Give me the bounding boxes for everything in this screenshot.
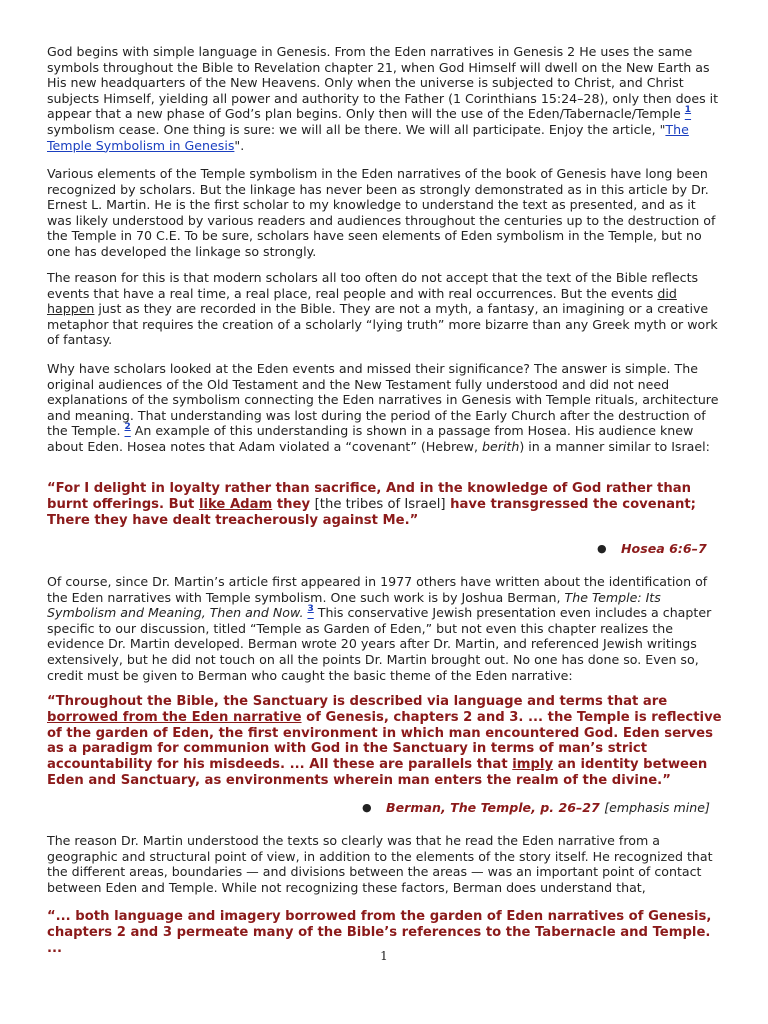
paragraph-intro: God begins with simple language in Genesis. From the Eden narratives in Genesis 2 He uses the same symbols throughout the Bible to Revelation chapter 21, when God Himself will dwell on the New Earth as His new headquarters of the New Heavens. Only when the universe is subjected to Christ, and Christ subjects Himself, yielding all power and authority to the Father (1 Corinthians 15:24–28), only then does it appear that a new phase of God’s plan begins. Only then will the use of the Eden/Tabernacle/Temple $^1$ symbolism cease. One thing is sure: we will all be there. We will all participate. Enjoy the article, "The Temple Symbolism in Genesis". (47, 44, 719, 153)
quote-berman-2: “... both language and imagery borrowed from the garden of Eden narratives of Genesis, chapters 2 and 3 permeate many of the Bible’s references to the Tabernacle and Temple. ... (47, 909, 712, 956)
emphasis-did-happen: did happen (47, 285, 677, 317)
quote-hosea: “For I delight in loyalty rather than sacrifice, And in the knowledge of God rather than burnt offerings. But like Adam they [the tribes of Israel] have transgressed the covenant; There they have dealt treacherously against Me.” (47, 481, 696, 528)
citation-hosea (0, 541, 768, 557)
paragraph-martin-geography: The reason Dr. Martin understood the texts so clearly was that he read the Eden narrative from a geographic and structural point of view, in addition to the elements of the story itself. He recognized that the different areas, boundaries — and divisions between the areas — was an important point of contact between Eden and Temple. While not recognizing these factors, Berman does understand that, (47, 833, 713, 895)
book-title: The Temple: Its Symbolism and Meaning, Then and Now. (47, 589, 661, 621)
bullet-icon: ● (597, 542, 607, 555)
citation-berman-text: Berman, The Temple, p. 26–27 [emphasis mine] (386, 800, 710, 815)
footnote-link-1[interactable]: 1 (684, 105, 692, 116)
page-number: 1 (380, 949, 388, 963)
paragraph-significance: Why have scholars looked at the Eden events and missed their significance? The answer is simple. The original audiences of the Old Testament and the New Testament fully understood and did not need explanations of the symbolism connecting the Eden narratives in Genesis with Temple rituals, architecture and meaning. That understanding was lost during the period of the Early Church after the destruction of the Temple. $^2$ An example of this understanding is shown in a passage from Hosea. His audience knew about Eden. Hosea notes that Adam violated a “covenant” (Hebrew, berith) in a manner similar to Israel: (47, 361, 719, 454)
bullet-icon: ● (362, 801, 372, 814)
citation-hosea-text: Hosea 6:6–7 (621, 541, 707, 556)
paragraph-modern-scholars: The reason for this is that modern scholars all too often do not accept that the text of the Bible reflects events that have a real time, a real place, real people and with real occurrences. But the events did happen just as they are recorded in the Bible. They are not a myth, a fantasy, an imagining or a creative metaphor that requires the creation of a scholarly “lying truth” more bizarre than any Greek myth or work of fantasy. (47, 270, 718, 348)
paragraph-berman: Of course, since Dr. Martin’s article first appeared in 1977 others have written about the identification of the Eden narratives with Temple symbolism. One such work is by Joshua Berman, The Temple: Its Symbolism and Meaning, Then and Now. $^3$ This conservative Jewish presentation even includes a chapter specific to our discussion, titled “Temple as Garden of Eden,” but not even this chapter realizes the evidence Dr. Martin developed. Berman wrote 20 years after Dr. Martin, and referenced Jewish writings extensively, but he did not touch on all the points Dr. Martin brought out. No one has done so. Even so, credit must be given to Berman who caught the basic theme of the Eden narrative: (47, 574, 712, 683)
footnote-link-3[interactable]: 3 (307, 604, 314, 615)
citation-berman (0, 800, 768, 816)
article-link[interactable]: The Temple Symbolism in Genesis (47, 121, 689, 153)
paragraph-scholars: Various elements of the Temple symbolism in the Eden narratives of the book of Genesis have long been recognized by scholars. But the linkage has never been as strongly demonstrated as in this article by Dr. Ernest L. Martin. He is the first scholar to my knowledge to understand the text as presented, and as it was likely understood by various readers and audiences throughout the centuries up to the destruction of the Temple in 70 C.E. To be sure, scholars have seen elements of Eden symbolism in the Temple, but no one has developed the linkage so strongly. (47, 166, 716, 259)
quote-berman: “Throughout the Bible, the Sanctuary is described via language and terms that are borrowed from the Eden narrative of Genesis, chapters 2 and 3. ... the Temple is reflective of the garden of Eden, the first environment in which man encountered God. Eden serves as a paradigm for communion with God in the Sanctuary in terms of man’s strict accountability for his misdeeds. ... All these are parallels that imply an identity between Eden and Sanctuary, as environments wherein man enters the realm of the divine.” (47, 694, 722, 788)
footnote-link-2[interactable]: 2 (124, 422, 131, 433)
